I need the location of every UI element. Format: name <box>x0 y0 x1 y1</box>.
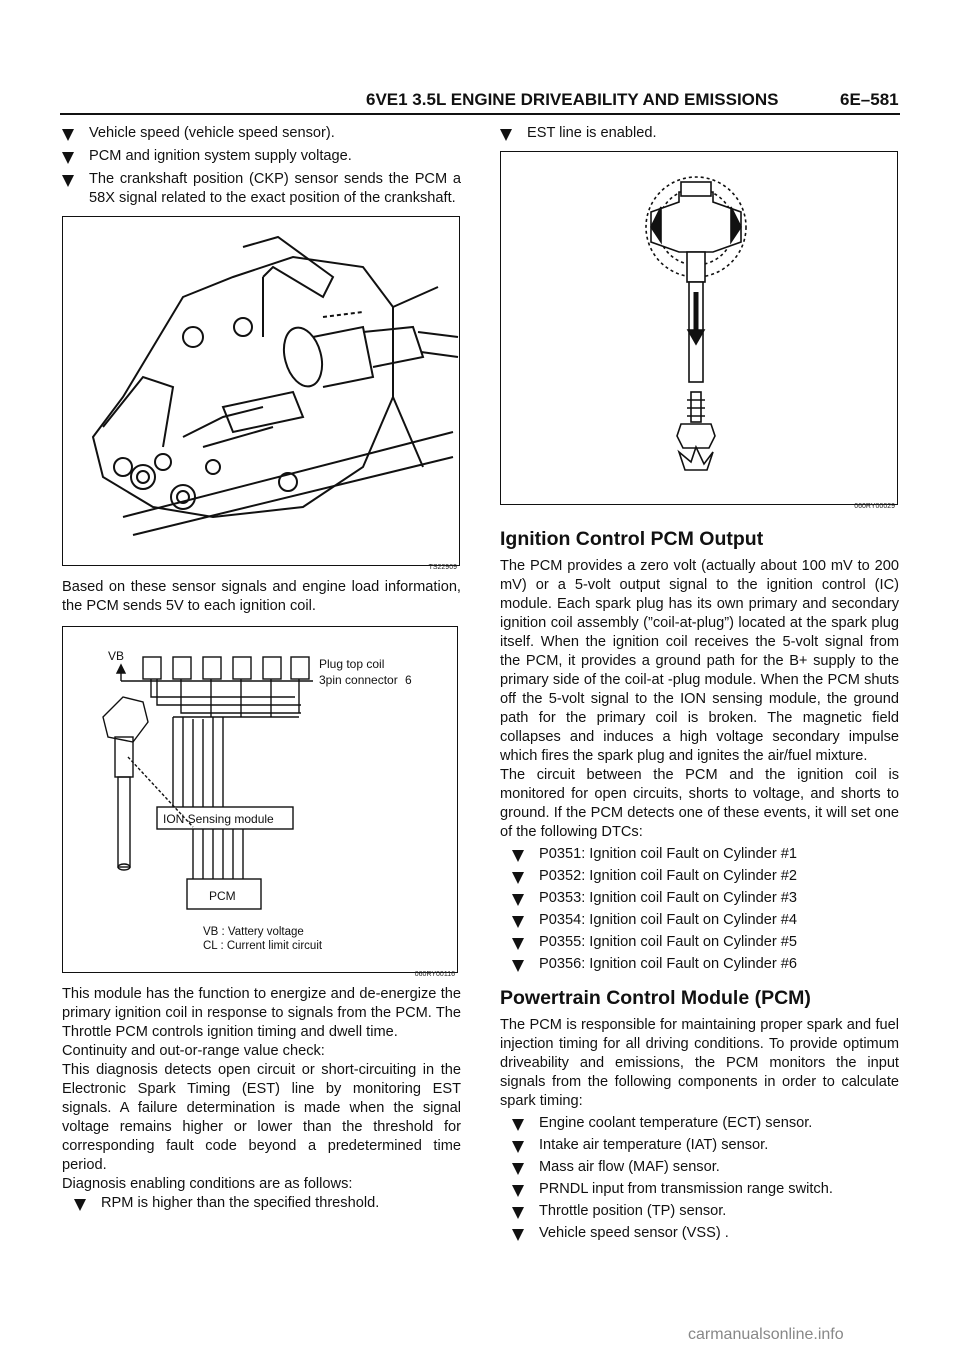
list-item-text: Intake air temperature (IAT) sensor. <box>539 1137 769 1153</box>
list-item-text: RPM is higher than the specified threshold. <box>101 1195 380 1211</box>
list-item <box>512 1224 899 1243</box>
list-item <box>512 1202 899 1221</box>
list-item <box>512 955 899 974</box>
list-item <box>512 867 899 886</box>
list-item <box>512 845 899 864</box>
list-item <box>74 1194 461 1213</box>
triangle-bullet-icon <box>74 1199 86 1211</box>
ckp-sensor-illustration <box>63 217 459 565</box>
list-item <box>62 170 461 208</box>
triangle-bullet-icon <box>512 872 524 884</box>
triangle-bullet-icon <box>62 152 74 164</box>
list-item-text: P0355: Ignition coil Fault on Cylinder #5 <box>539 934 797 950</box>
paragraph: Diagnosis enabling conditions are as follows: <box>62 1176 353 1192</box>
list-item-text: P0351: Ignition coil Fault on Cylinder #1 <box>539 846 797 862</box>
legend-cl: CL : Current limit circuit <box>203 940 323 952</box>
right-column <box>500 124 899 1246</box>
list-item-text: P0354: Ignition coil Fault on Cylinder #4 <box>539 912 797 928</box>
ignition-coil-illustration <box>501 152 897 504</box>
triangle-bullet-icon <box>512 1229 524 1241</box>
vb-label: VB <box>108 649 125 663</box>
paragraph: This module has the function to energize and de-energize the primary ignition coil in response to signals from the PCM. The Throttle PCM controls ignition timing and dwell time. <box>62 986 461 1040</box>
connector-icon <box>143 657 309 679</box>
header-title: 6VE1 3.5L ENGINE DRIVEABILITY AND EMISSIONS <box>366 90 779 109</box>
list-item <box>512 933 899 952</box>
ignition-coil-figure <box>500 151 898 510</box>
list-item <box>62 147 461 166</box>
figure-code: 060RY00116 <box>414 971 455 978</box>
paragraph: The PCM provides a zero volt (actually about 100 mV to 200 mV) or a 5-volt output signal to the ignition control (IC) module. Each spark plug has its own primary and secondary ignition coil assembly (”coil-at-plug”) located at the spark plug itself. When the ignition coil receives the 5-volt signal from the PCM, it provides a ground path for the B+ supply to the primary side of the coil-at -plug module. When the PCM shuts off the 5-volt signal to the ION sensing module, the ground path for the primary coil is broken. The magnetic field collapses and induces a high voltage secondary impulse which fires the spark plug and ignites the air/fuel mixture. <box>500 558 899 764</box>
list-item-text: Throttle position (TP) sensor. <box>539 1203 727 1219</box>
legend-vb: VB : Vattery voltage <box>203 926 304 938</box>
paragraph: The PCM is responsible for maintaining proper spark and fuel injection timing for all driving conditions. To provide optimum driveability and emissions, the PCM monitors the input signals from the following components in order to calculate spark timing: <box>500 1017 899 1109</box>
ion-sensing-circuit-figure <box>62 626 458 978</box>
list-item-text: Engine coolant temperature (ECT) sensor. <box>539 1115 813 1131</box>
list-item-text: P0356: Ignition coil Fault on Cylinder #6 <box>539 956 797 972</box>
ckp-sensor-figure <box>62 216 460 571</box>
page-number: 6E–581 <box>840 90 899 109</box>
list-item-text: P0352: Ignition coil Fault on Cylinder #2 <box>539 868 797 884</box>
triangle-bullet-icon <box>512 850 524 862</box>
list-item-text: Mass air flow (MAF) sensor. <box>539 1159 720 1175</box>
section-heading: Powertrain Control Module (PCM) <box>500 987 811 1009</box>
list-item <box>512 1114 899 1133</box>
triangle-bullet-icon <box>512 1185 524 1197</box>
triangle-bullet-icon <box>62 175 74 187</box>
connector-count-label: 6 <box>405 673 412 687</box>
triangle-bullet-icon <box>500 129 512 141</box>
list-item-text: P0353: Ignition coil Fault on Cylinder #3 <box>539 890 797 906</box>
figure-code: TS22909 <box>428 564 457 571</box>
triangle-bullet-icon <box>62 129 74 141</box>
list-item <box>62 124 461 143</box>
triangle-bullet-icon <box>512 1207 524 1219</box>
paragraph: Continuity and out-or-range value check: <box>62 1043 325 1059</box>
dtc-list <box>500 845 899 974</box>
ion-module-label: ION Sensing module <box>163 812 274 826</box>
list-item <box>512 911 899 930</box>
list-item-text: Vehicle speed (vehicle speed sensor). <box>89 125 335 141</box>
left-column <box>62 124 461 1216</box>
list-item-text: PRNDL input from transmission range switch. <box>539 1181 833 1197</box>
triangle-bullet-icon <box>512 938 524 950</box>
figure-code: 060RY00029 <box>854 503 895 510</box>
header-rule <box>60 113 900 115</box>
triangle-bullet-icon <box>512 1119 524 1131</box>
paragraph: The circuit between the PCM and the ignition coil is monitored for open circuits, shorts to voltage, and shorts to ground. If the PCM detects one of these events, it will set one of the following DTCs: <box>500 767 899 840</box>
list-item <box>512 1158 899 1177</box>
triangle-bullet-icon <box>512 894 524 906</box>
list-item-text: Vehicle speed sensor (VSS) . <box>539 1225 729 1241</box>
plug-top-coil-label: Plug top coil <box>319 657 385 671</box>
list-item-text: The crankshaft position (CKP) sensor sends the PCM a 58X signal related to the exact position of the crankshaft. <box>89 171 461 206</box>
list-item <box>512 889 899 908</box>
list-item-text: EST line is enabled. <box>527 125 657 141</box>
list-item <box>512 1180 899 1199</box>
watermark-text: carmanualsonline.info <box>688 1326 844 1343</box>
list-item <box>500 124 899 143</box>
triangle-bullet-icon <box>512 1163 524 1175</box>
list-item-text: PCM and ignition system supply voltage. <box>89 148 352 164</box>
paragraph: This diagnosis detects open circuit or short-circuiting in the Electronic Spark Timing (EST) line by monitoring EST signals. A failure determination is made when the signal voltage remains higher or lower than the threshold for corresponding fault code beyond a predetermined time period. <box>62 1062 461 1173</box>
connector-label: 3pin connector <box>319 673 398 687</box>
triangle-bullet-icon <box>512 960 524 972</box>
pcm-input-list <box>500 1114 899 1243</box>
ion-circuit-diagram <box>63 627 457 972</box>
section-heading: Ignition Control PCM Output <box>500 528 764 550</box>
pcm-box-label: PCM <box>209 889 236 903</box>
paragraph: Based on these sensor signals and engine load information, the PCM sends 5V to each ignition coil. <box>62 579 461 614</box>
triangle-bullet-icon <box>512 916 524 928</box>
list-item <box>512 1136 899 1155</box>
triangle-bullet-icon <box>512 1141 524 1153</box>
